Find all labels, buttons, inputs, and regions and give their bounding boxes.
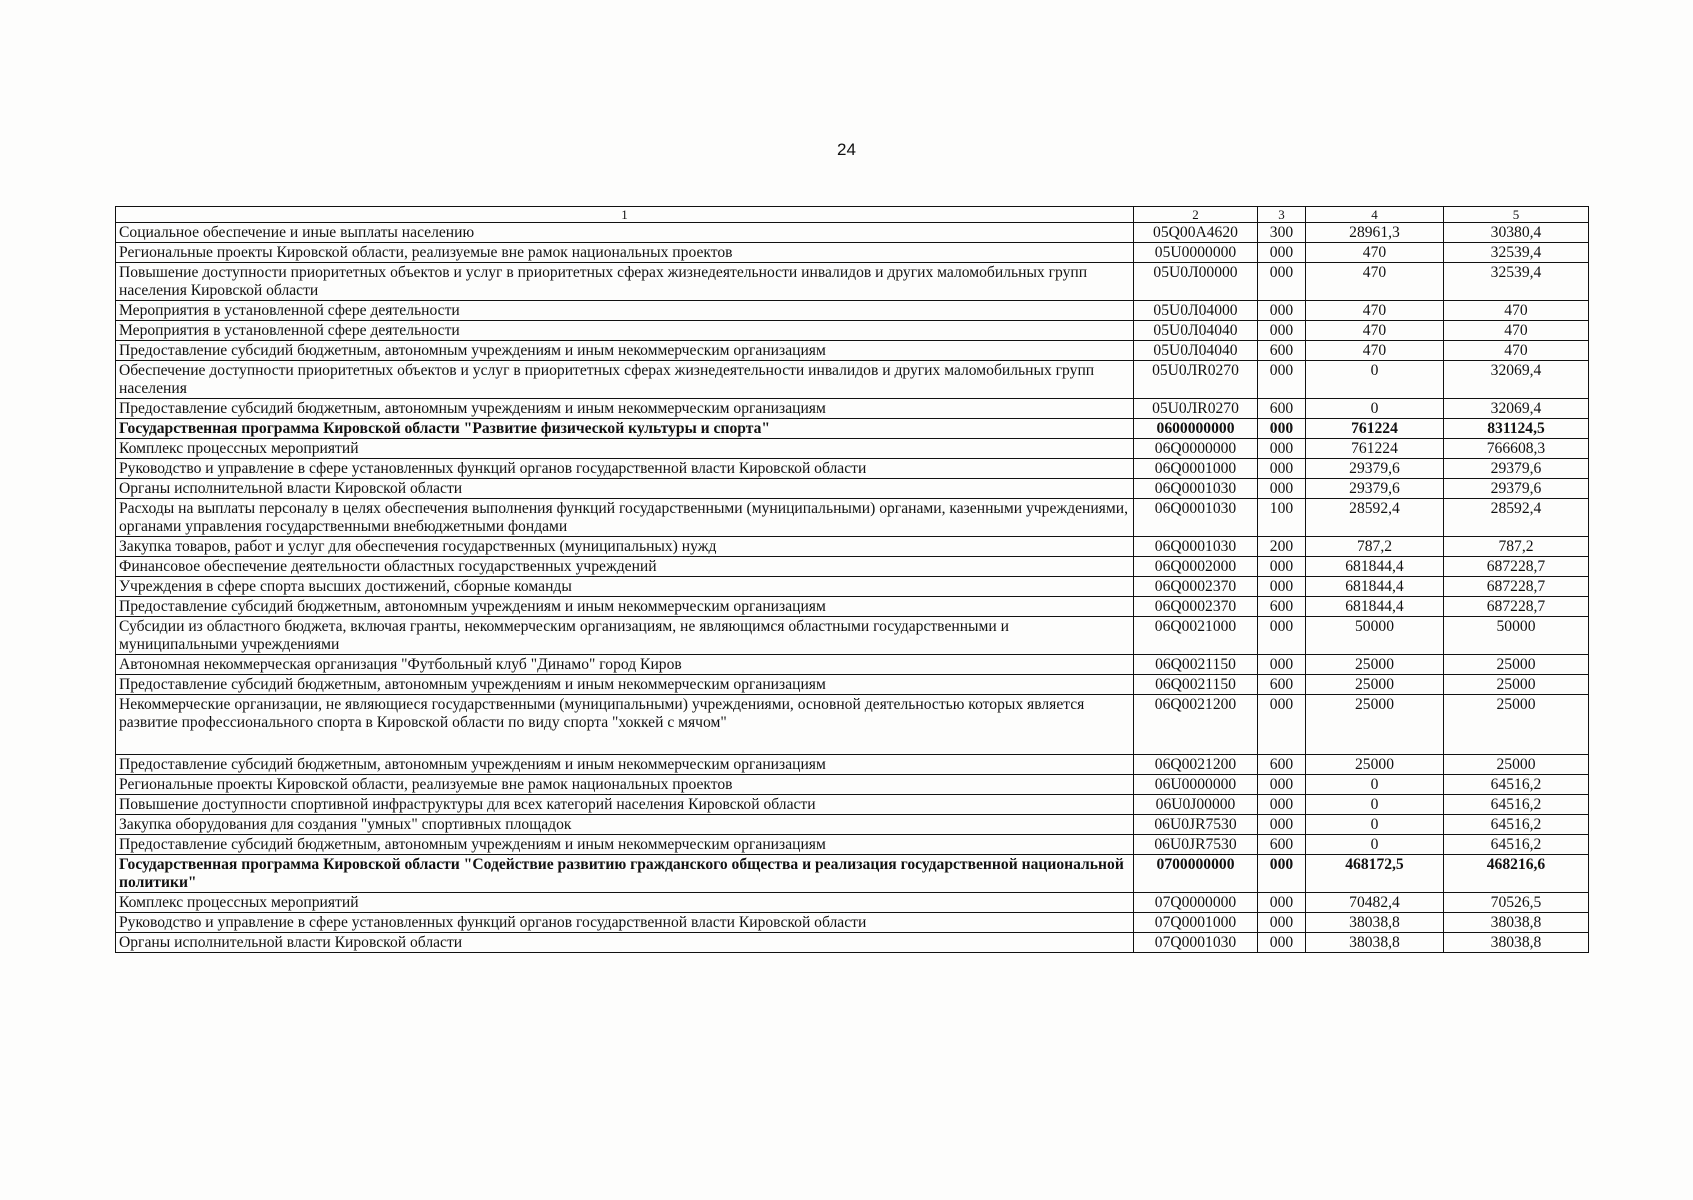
table-row (116, 263, 1589, 301)
row-code-cell: 06Q0021200 (1134, 755, 1258, 775)
row-value-5-cell: 32539,4 (1444, 243, 1589, 263)
row-value-4-cell: 681844,4 (1306, 577, 1444, 597)
row-value-5-cell: 29379,6 (1444, 459, 1589, 479)
row-value-5-cell: 831124,5 (1444, 419, 1589, 439)
row-type-cell: 100 (1258, 499, 1306, 537)
table-row (116, 617, 1589, 655)
row-value-5-cell: 64516,2 (1444, 795, 1589, 815)
row-value-5-cell: 687228,7 (1444, 597, 1589, 617)
table-row (116, 243, 1589, 263)
row-value-4-cell: 761224 (1306, 439, 1444, 459)
row-code-cell: 0700000000 (1134, 855, 1258, 893)
row-code-cell: 05U0ЛR0270 (1134, 399, 1258, 419)
row-name-cell: Мероприятия в установленной сфере деятельности (116, 301, 1134, 321)
row-name-cell: Автономная некоммерческая организация "Футбольный клуб "Динамо" город Киров (116, 655, 1134, 675)
row-name-cell: Повышение доступности приоритетных объектов и услуг в приоритетных сферах жизнедеятельности инвалидов и других маломобильных групп населения Кировской области (116, 263, 1134, 301)
table-row (116, 913, 1589, 933)
row-value-4-cell: 468172,5 (1306, 855, 1444, 893)
row-code-cell: 07Q0000000 (1134, 893, 1258, 913)
row-value-5-cell: 70526,5 (1444, 893, 1589, 913)
row-name-cell: Социальное обеспечение и иные выплаты населению (116, 223, 1134, 243)
row-value-5-cell: 25000 (1444, 695, 1589, 755)
row-name-cell: Предоставление субсидий бюджетным, автономным учреждениям и иным некоммерческим организациям (116, 835, 1134, 855)
row-value-4-cell: 470 (1306, 301, 1444, 321)
table-row (116, 577, 1589, 597)
row-value-5-cell: 64516,2 (1444, 775, 1589, 795)
row-code-cell: 05U0Л04000 (1134, 301, 1258, 321)
row-value-4-cell: 0 (1306, 399, 1444, 419)
row-value-5-cell: 25000 (1444, 675, 1589, 695)
row-code-cell: 06Q0001030 (1134, 479, 1258, 499)
row-code-cell: 05U0Л04040 (1134, 321, 1258, 341)
row-code-cell: 06Q0002370 (1134, 597, 1258, 617)
row-value-5-cell: 32069,4 (1444, 399, 1589, 419)
row-name-cell: Предоставление субсидий бюджетным, автономным учреждениям и иным некоммерческим организациям (116, 341, 1134, 361)
table-row (116, 537, 1589, 557)
column-header-2: 2 (1134, 207, 1258, 223)
row-value-4-cell: 25000 (1306, 755, 1444, 775)
row-value-5-cell: 25000 (1444, 755, 1589, 775)
row-type-cell: 600 (1258, 597, 1306, 617)
row-value-4-cell: 681844,4 (1306, 557, 1444, 577)
table-row (116, 459, 1589, 479)
row-name-cell: Повышение доступности спортивной инфраструктуры для всех категорий населения Кировской области (116, 795, 1134, 815)
row-value-5-cell: 468216,6 (1444, 855, 1589, 893)
row-value-4-cell: 470 (1306, 243, 1444, 263)
row-value-5-cell: 29379,6 (1444, 479, 1589, 499)
row-name-cell: Финансовое обеспечение деятельности областных государственных учреждений (116, 557, 1134, 577)
row-type-cell: 000 (1258, 419, 1306, 439)
row-name-cell: Закупка товаров, работ и услуг для обеспечения государственных (муниципальных) нужд (116, 537, 1134, 557)
row-value-5-cell: 687228,7 (1444, 557, 1589, 577)
table-row (116, 321, 1589, 341)
row-type-cell: 000 (1258, 321, 1306, 341)
row-type-cell: 200 (1258, 537, 1306, 557)
row-code-cell: 05Q00A4620 (1134, 223, 1258, 243)
row-code-cell: 06Q0021000 (1134, 617, 1258, 655)
row-type-cell: 000 (1258, 695, 1306, 755)
row-code-cell: 05U0ЛR0270 (1134, 361, 1258, 399)
row-name-cell: Государственная программа Кировской области "Содействие развитию гражданского общества и реализация государственной национальной политики" (116, 855, 1134, 893)
row-value-4-cell: 25000 (1306, 675, 1444, 695)
row-value-5-cell: 787,2 (1444, 537, 1589, 557)
row-value-4-cell: 25000 (1306, 695, 1444, 755)
row-code-cell: 06U0000000 (1134, 775, 1258, 795)
table-header-row (116, 207, 1589, 223)
row-value-4-cell: 470 (1306, 341, 1444, 361)
row-name-cell: Руководство и управление в сфере установленных функций органов государственной власти Кировской области (116, 459, 1134, 479)
row-value-5-cell: 470 (1444, 301, 1589, 321)
row-value-5-cell: 50000 (1444, 617, 1589, 655)
row-code-cell: 0600000000 (1134, 419, 1258, 439)
row-name-cell: Органы исполнительной власти Кировской области (116, 933, 1134, 953)
row-type-cell: 000 (1258, 893, 1306, 913)
table-row (116, 499, 1589, 537)
row-value-5-cell: 64516,2 (1444, 835, 1589, 855)
row-value-5-cell: 470 (1444, 321, 1589, 341)
row-type-cell: 600 (1258, 399, 1306, 419)
table-row (116, 301, 1589, 321)
row-code-cell: 06Q0001000 (1134, 459, 1258, 479)
table-row (116, 893, 1589, 913)
row-code-cell: 05U0Л04040 (1134, 341, 1258, 361)
row-value-4-cell: 50000 (1306, 617, 1444, 655)
row-code-cell: 06U0JR7530 (1134, 835, 1258, 855)
table-row (116, 815, 1589, 835)
row-name-cell: Обеспечение доступности приоритетных объектов и услуг в приоритетных сферах жизнедеятельности инвалидов и других маломобильных групп населения (116, 361, 1134, 399)
row-type-cell: 000 (1258, 815, 1306, 835)
row-type-cell: 000 (1258, 301, 1306, 321)
row-type-cell: 000 (1258, 913, 1306, 933)
row-code-cell: 05U0000000 (1134, 243, 1258, 263)
row-type-cell: 600 (1258, 755, 1306, 775)
row-value-5-cell: 32539,4 (1444, 263, 1589, 301)
row-value-5-cell: 38038,8 (1444, 913, 1589, 933)
table-row (116, 675, 1589, 695)
table-row (116, 655, 1589, 675)
row-type-cell: 300 (1258, 223, 1306, 243)
row-name-cell: Предоставление субсидий бюджетным, автономным учреждениям и иным некоммерческим организациям (116, 399, 1134, 419)
row-name-cell: Предоставление субсидий бюджетным, автономным учреждениям и иным некоммерческим организациям (116, 597, 1134, 617)
row-name-cell: Государственная программа Кировской области "Развитие физической культуры и спорта" (116, 419, 1134, 439)
row-value-5-cell: 38038,8 (1444, 933, 1589, 953)
row-name-cell: Некоммерческие организации, не являющиеся государственными (муниципальными) учреждениями, основной деятельностью которых является развитие профессионального спорта в Кировской области по виду спорта "хоккей с мячом" (116, 695, 1134, 755)
row-code-cell: 07Q0001030 (1134, 933, 1258, 953)
row-value-4-cell: 0 (1306, 361, 1444, 399)
table-row (116, 399, 1589, 419)
column-header-5: 5 (1444, 207, 1589, 223)
row-code-cell: 06Q0021200 (1134, 695, 1258, 755)
row-type-cell: 000 (1258, 361, 1306, 399)
row-value-4-cell: 38038,8 (1306, 913, 1444, 933)
table-row (116, 419, 1589, 439)
row-type-cell: 600 (1258, 835, 1306, 855)
row-value-4-cell: 25000 (1306, 655, 1444, 675)
row-value-5-cell: 32069,4 (1444, 361, 1589, 399)
row-type-cell: 000 (1258, 855, 1306, 893)
row-name-cell: Комплекс процессных мероприятий (116, 893, 1134, 913)
row-name-cell: Расходы на выплаты персоналу в целях обеспечения выполнения функций государственными (муниципальными) органами, казенными учреждениями, органами управления государственными внебюджетными фондами (116, 499, 1134, 537)
row-name-cell: Закупка оборудования для создания "умных" спортивных площадок (116, 815, 1134, 835)
column-header-1: 1 (116, 207, 1134, 223)
row-value-4-cell: 0 (1306, 795, 1444, 815)
row-value-4-cell: 29379,6 (1306, 479, 1444, 499)
table-row (116, 695, 1589, 755)
table-row (116, 855, 1589, 893)
table-row (116, 933, 1589, 953)
row-name-cell: Мероприятия в установленной сфере деятельности (116, 321, 1134, 341)
row-value-5-cell: 64516,2 (1444, 815, 1589, 835)
row-code-cell: 06Q0002000 (1134, 557, 1258, 577)
row-value-4-cell: 38038,8 (1306, 933, 1444, 953)
row-code-cell: 06Q0001030 (1134, 499, 1258, 537)
row-value-4-cell: 0 (1306, 835, 1444, 855)
row-value-5-cell: 30380,4 (1444, 223, 1589, 243)
row-name-cell: Региональные проекты Кировской области, реализуемые вне рамок национальных проектов (116, 243, 1134, 263)
row-name-cell: Субсидии из областного бюджета, включая гранты, некоммерческим организациям, не являющимся областными государственными и муниципальными учреждениями (116, 617, 1134, 655)
row-value-4-cell: 28592,4 (1306, 499, 1444, 537)
row-type-cell: 000 (1258, 577, 1306, 597)
table-row (116, 755, 1589, 775)
row-type-cell: 600 (1258, 675, 1306, 695)
table-row (116, 439, 1589, 459)
row-code-cell: 07Q0001000 (1134, 913, 1258, 933)
row-value-5-cell: 25000 (1444, 655, 1589, 675)
row-code-cell: 06Q0021150 (1134, 675, 1258, 695)
budget-table (115, 206, 1589, 953)
row-name-cell: Предоставление субсидий бюджетным, автономным учреждениям и иным некоммерческим организациям (116, 755, 1134, 775)
row-name-cell: Региональные проекты Кировской области, реализуемые вне рамок национальных проектов (116, 775, 1134, 795)
row-value-5-cell: 470 (1444, 341, 1589, 361)
row-type-cell: 000 (1258, 243, 1306, 263)
page-number: 24 (837, 140, 856, 159)
table-row (116, 795, 1589, 815)
row-type-cell: 000 (1258, 459, 1306, 479)
row-value-4-cell: 28961,3 (1306, 223, 1444, 243)
table-row (116, 557, 1589, 577)
row-name-cell: Предоставление субсидий бюджетным, автономным учреждениям и иным некоммерческим организациям (116, 675, 1134, 695)
row-value-4-cell: 29379,6 (1306, 459, 1444, 479)
row-type-cell: 000 (1258, 479, 1306, 499)
row-type-cell: 000 (1258, 617, 1306, 655)
column-header-3: 3 (1258, 207, 1306, 223)
table-row (116, 223, 1589, 243)
row-value-4-cell: 0 (1306, 775, 1444, 795)
row-value-4-cell: 681844,4 (1306, 597, 1444, 617)
row-value-4-cell: 470 (1306, 263, 1444, 301)
row-name-cell: Учреждения в сфере спорта высших достижений, сборные команды (116, 577, 1134, 597)
row-value-4-cell: 470 (1306, 321, 1444, 341)
row-type-cell: 000 (1258, 775, 1306, 795)
row-value-5-cell: 28592,4 (1444, 499, 1589, 537)
row-value-4-cell: 787,2 (1306, 537, 1444, 557)
row-value-4-cell: 0 (1306, 815, 1444, 835)
row-value-5-cell: 687228,7 (1444, 577, 1589, 597)
table-body (116, 223, 1589, 953)
table-row (116, 341, 1589, 361)
table-row (116, 597, 1589, 617)
row-type-cell: 000 (1258, 439, 1306, 459)
table-row (116, 835, 1589, 855)
row-code-cell: 05U0Л00000 (1134, 263, 1258, 301)
row-type-cell: 000 (1258, 933, 1306, 953)
table-row (116, 361, 1589, 399)
table-row (116, 479, 1589, 499)
row-type-cell: 000 (1258, 795, 1306, 815)
row-name-cell: Комплекс процессных мероприятий (116, 439, 1134, 459)
row-value-5-cell: 766608,3 (1444, 439, 1589, 459)
row-value-4-cell: 70482,4 (1306, 893, 1444, 913)
row-code-cell: 06U0JR7530 (1134, 815, 1258, 835)
row-name-cell: Органы исполнительной власти Кировской области (116, 479, 1134, 499)
row-type-cell: 000 (1258, 557, 1306, 577)
row-type-cell: 600 (1258, 341, 1306, 361)
row-code-cell: 06U0J00000 (1134, 795, 1258, 815)
table-row (116, 775, 1589, 795)
row-code-cell: 06Q0001030 (1134, 537, 1258, 557)
row-code-cell: 06Q0000000 (1134, 439, 1258, 459)
row-name-cell: Руководство и управление в сфере установленных функций органов государственной власти Кировской области (116, 913, 1134, 933)
row-code-cell: 06Q0002370 (1134, 577, 1258, 597)
row-type-cell: 000 (1258, 263, 1306, 301)
row-value-4-cell: 761224 (1306, 419, 1444, 439)
row-type-cell: 000 (1258, 655, 1306, 675)
row-code-cell: 06Q0021150 (1134, 655, 1258, 675)
column-header-4: 4 (1306, 207, 1444, 223)
